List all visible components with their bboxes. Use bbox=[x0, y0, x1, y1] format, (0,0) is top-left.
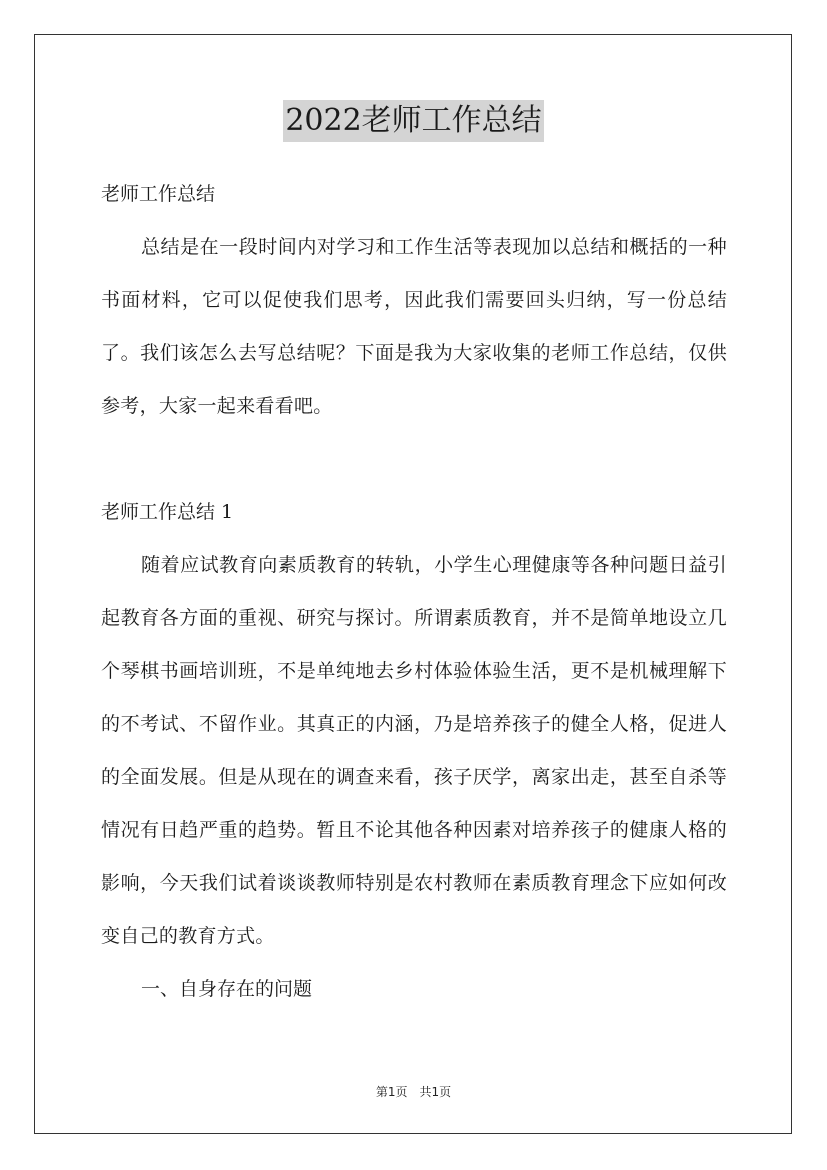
intro-heading: 老师工作总结 bbox=[101, 183, 216, 205]
subsection1-heading: 一、自身存在的问题 bbox=[141, 978, 313, 1000]
section1-paragraph: 随着应试教育向素质教育的转轨，小学生心理健康等各种问题日益引起教育各方面的重视、研究与探讨。所谓素质教育，并不是简单地设立几个琴棋书画培训班，不是单纯地去乡村体验体验生活，更不是机械理解下的不考试、不留作业。其真正的内涵，乃是培养孩子的健全人格，促进人的全面发展。但是从现在的调查来看，孩子厌学，离家出走，甚至自杀等情况有日趋严重的趋势。暂且不论其他各种因素对培养孩子的健康人格的影响，今天我们试着谈谈教师特别是农村教师在素质教育理念下应如何改变自己的教育方式。 bbox=[101, 554, 727, 947]
document-title: 2022老师工作总结 bbox=[283, 100, 543, 142]
section1-heading: 老师工作总结 1 bbox=[101, 501, 234, 523]
page-footer: 第1页 共1页 bbox=[375, 1085, 452, 1099]
intro-paragraph: 总结是在一段时间内对学习和工作生活等表现加以总结和概括的一种书面材料，它可以促使我们思考，因此我们需要回头归纳，写一份总结了。我们该怎么去写总结呢？下面是我为大家收集的老师工作总结，仅供参考，大家一起来看看吧。 bbox=[101, 236, 727, 417]
document-body bbox=[101, 168, 727, 1016]
document-title-wrapper bbox=[0, 100, 827, 142]
section-spacer bbox=[101, 433, 727, 486]
